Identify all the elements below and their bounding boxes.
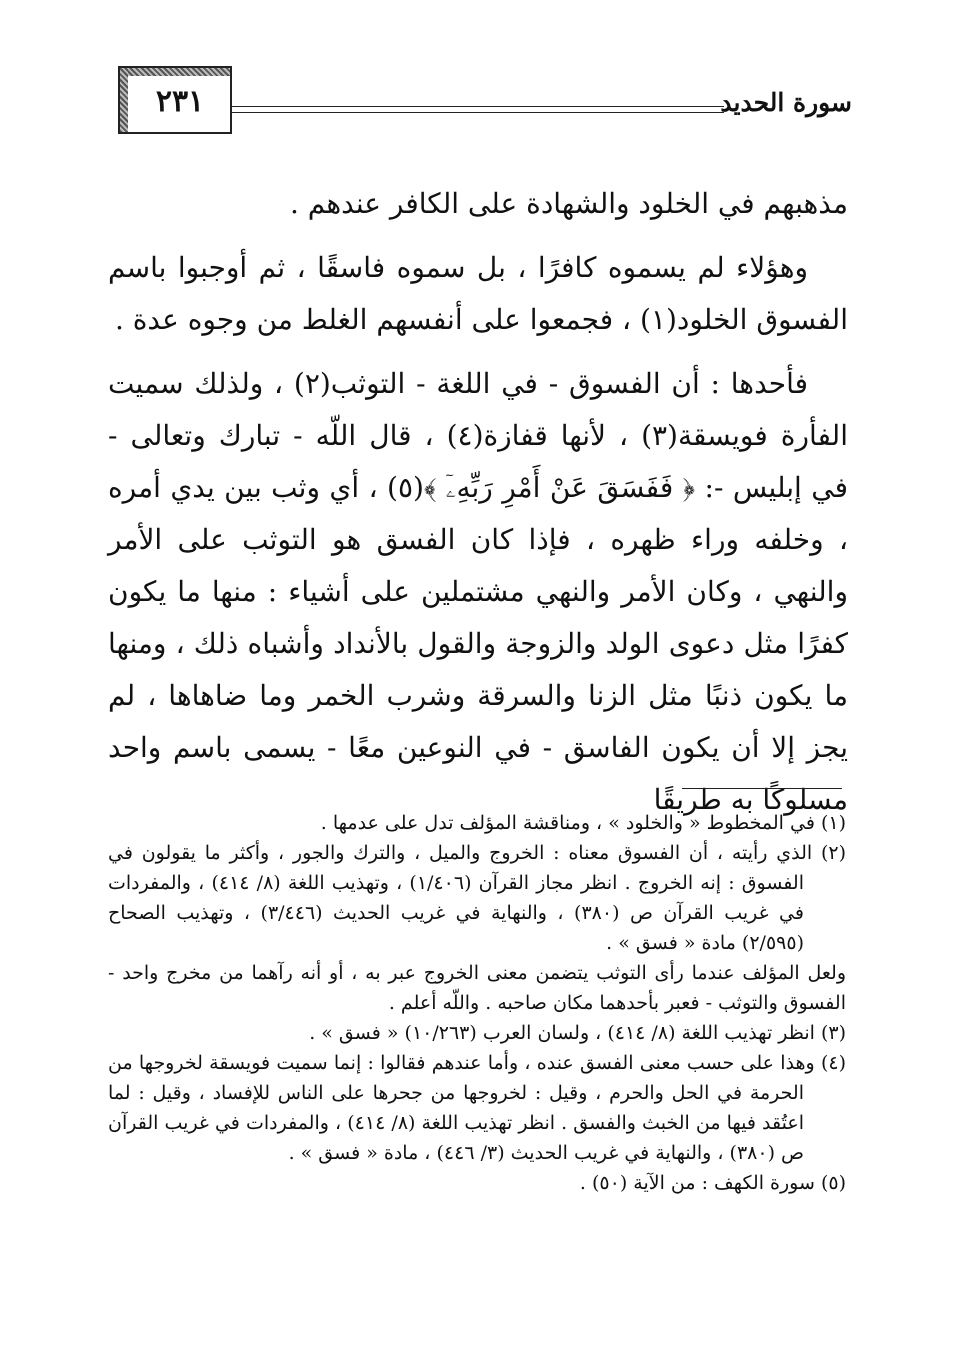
footnotes xyxy=(108,808,846,1198)
footnote-1: (١) في المخطوط « والخلود » ، ومناقشة المؤلف تدل على عدمها . xyxy=(320,812,846,834)
footnote-2: (٢) الذي رأيته ، أن الفسوق معناه : الخروج والميل ، والترك والجور ، وأكثر ما يقولون في الفسوق : إنه الخروج . انظر مجاز القرآن (١/٤٠٦) ، وتهذيب اللغة (٨/ ٤١٤) ، والمفردات في غريب القرآن ص (٣٨٠) ، والنهاية في غريب الحديث (٣/٤٤٦) ، وتهذيب الصحاح (٢/٥٩٥) مادة « فسق » . xyxy=(108,842,846,954)
footnote-3: (٣) انظر تهذيب اللغة (٨/ ٤١٤) ، ولسان العرب (١٠/٢٦٣) « فسق » . xyxy=(309,1022,846,1044)
footnote-separator xyxy=(682,788,842,789)
main-text xyxy=(108,178,848,826)
footnote-2-continuation: ولعل المؤلف عندما رأى التوثب يتضمن معنى الخروج عبر به ، أو أنه رآهما من مخرج واحد - الفسوق والتوثب - فعبر بأحدهما مكان صاحبه . واللّه أعلم . xyxy=(108,962,846,1014)
page-number-box xyxy=(118,66,232,134)
paragraph-2: وهؤلاء لم يسموه كافرًا ، بل سموه فاسقًا ، ثم أوجبوا باسم الفسوق الخلود(١) ، فجمعوا على أنفسهم الغلط من وجوه عدة . xyxy=(108,251,848,336)
running-title: سورة الحديد xyxy=(720,88,852,117)
page-number: ٢٣١ xyxy=(155,84,205,119)
footnote-4: (٤) وهذا على حسب معنى الفسق عنده ، وأما عندهم فقالوا : إنما سميت فويسقة لخروجها من الحرمة في الحل والحرم ، وقيل : لخروجها من جحرها على الناس للإفساد ، وقيل : لما اعتُقد فيها من الخبث والفسق . انظر تهذيب اللغة (٨/ ٤١٤) ، والمفردات في غريب القرآن ص (٣٨٠) ، والنهاية في غريب الحديث (٣/ ٤٤٦) ، مادة « فسق » . xyxy=(108,1052,846,1164)
paragraph-1: مذهبهم في الخلود والشهادة على الكافر عندهم . xyxy=(289,187,848,220)
page-number-box-shade-side xyxy=(120,68,128,132)
page-number-box-shade-top xyxy=(120,68,230,76)
page-header xyxy=(118,66,852,136)
footnote-5: (٥) سورة الكهف : من الآية (٥٠) . xyxy=(579,1172,846,1194)
paragraph-3: فأحدها : أن الفسوق - في اللغة - التوثب(٢) ، ولذلك سميت الفأرة فويسقة(٣) ، لأنها قفازة(٤) ، قال اللّه - تبارك وتعالى - في إبليس -: ﴿ فَفَسَقَ عَنْ أَمْرِ رَبِّهِۦٓ ﴾(٥) ، أي وثب بين يدي أمره ، وخلفه وراء ظهره ، فإذا كان الفسق هو التوثب على الأمر والنهي ، وكان الأمر والنهي مشتملين على أشياء : منها ما يكون كفرًا مثل دعوى الولد والزوجة والقول بالأنداد وأشباه ذلك ، ومنها ما يكون ذنبًا مثل الزنا والسرقة وشرب الخمر وما ضاهاها ، لم يجز إلا أن يكون الفاسق - في النوعين معًا - يسمى باسم واحد مسلوكًا به طريقًا xyxy=(108,367,848,816)
header-rule xyxy=(230,106,724,113)
